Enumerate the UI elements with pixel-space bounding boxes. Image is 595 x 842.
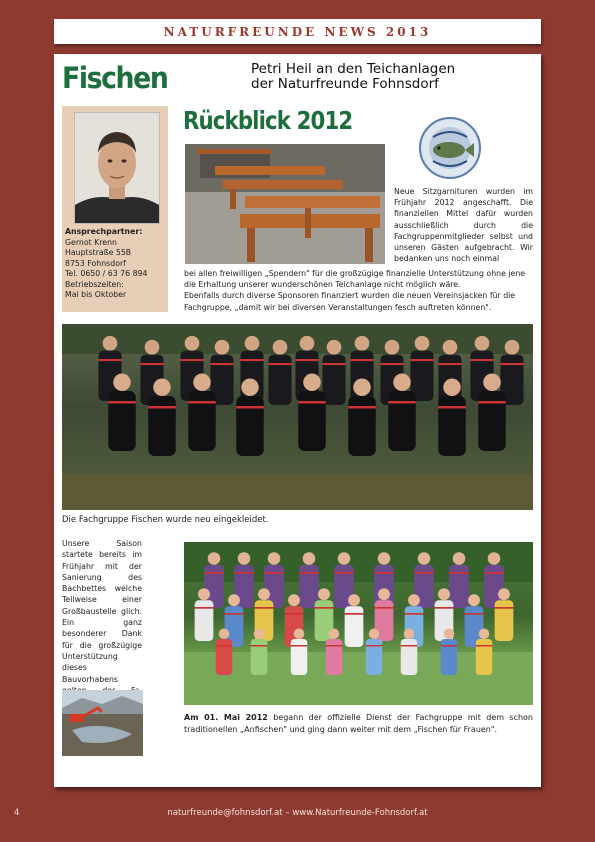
group-photo-caption: Die Fachgruppe Fischen wurde neu eingekleidet. <box>62 515 269 525</box>
contact-details <box>65 227 167 301</box>
portrait-image <box>75 113 159 223</box>
kids-image <box>184 542 533 705</box>
group-photo <box>62 324 533 510</box>
closing-paragraph <box>184 712 533 735</box>
closing-date: Am 01. Mai 2012 <box>184 713 268 722</box>
club-logo <box>419 117 481 179</box>
headline-line-1: Petri Heil an den Teichanlagen <box>251 61 456 77</box>
contact-phone: Tel. 0650 / 63 76 894 <box>65 269 148 278</box>
headline <box>251 62 531 92</box>
group-image <box>62 324 533 510</box>
construction-image <box>62 690 143 756</box>
contact-street: Hauptstraße 55B <box>65 248 132 257</box>
article-paragraph-jackets: Ebenfalls durch diverse Sponsoren finanziert wurden die neuen Vereinsjacken für die Fachgruppe, „damit wir bei diversen Veranstaltungen fesch auftreten können". <box>184 291 516 312</box>
footer-contact: naturfreunde@fohnsdorf.at – www.Naturfreunde-Fohnsdorf.at <box>167 808 428 818</box>
headline-line-2: der Naturfreunde Fohnsdorf <box>251 76 439 92</box>
newsletter-title: NATURFREUNDE NEWS 2013 <box>163 24 432 39</box>
contact-portrait <box>74 112 160 224</box>
section-title: Fischen <box>62 61 168 95</box>
fish-logo-icon <box>421 119 479 177</box>
hours-value: Mai bis Oktober <box>65 290 127 299</box>
contact-city: 8753 Fohnsdorf <box>65 258 126 268</box>
bench-photo <box>185 144 385 264</box>
kids-fishing-photo <box>184 542 533 705</box>
bench-image <box>185 144 385 264</box>
subtitle: Rückblick 2012 <box>183 106 353 135</box>
page-number: 4 <box>14 808 20 818</box>
article-page <box>54 54 541 787</box>
contact-label: Ansprechpartner: <box>65 227 143 236</box>
season-paragraph: Unsere Saison startete bereits im Frühjahr mit der Sanierung des Bachbettes welche Teilweise einer Großbaustelle glich. Ein ganz besonderer Dank für die großzügige Unterstützung dieses Bauvorhabens <box>62 539 142 684</box>
header-banner <box>54 19 541 44</box>
article-paragraph-1-continued: bei allen freiwilligen „Spendern" für die großzügige finanzielle Unterstützung ohne jene die Erhaltung unserer wunderschönen Teichanlage nicht möglich wäre. <box>184 269 526 290</box>
contact-name: Gernot Krenn <box>65 237 117 247</box>
article-paragraph-1: Neue Sitzgarnituren wurden im Frühjahr 2012 angeschafft. Die finanziellen Mittel dafür wurden ausschließlich durch die Fachgruppenmitglieder selbst und unseren Gästen aufgebracht. Wir bedanken uns noch einmal <box>394 187 533 264</box>
hours-label: Betriebszeiten: <box>65 279 124 289</box>
closing-text: begann der offizielle Dienst der Fachgruppe mit dem schon traditionellen „Anfischen" und ging dann weiter mit dem „Fischen für Frauen". <box>184 713 534 734</box>
article-paragraph-2 <box>184 268 533 313</box>
contact-box <box>62 106 168 312</box>
construction-photo <box>62 690 143 756</box>
